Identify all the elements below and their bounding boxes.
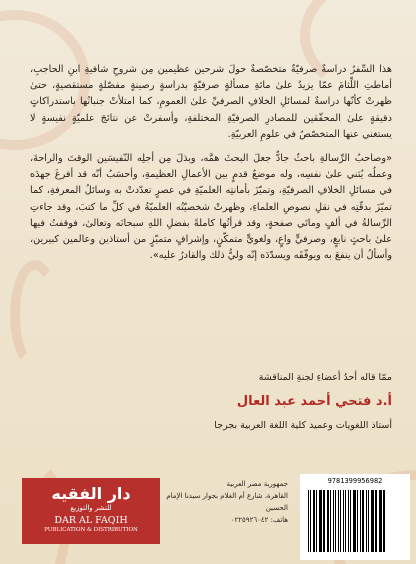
publisher-logo-arabic: دار الفقيه xyxy=(51,484,131,503)
address-street: القاهرة، شارع أم الغلام بجوار سيدنا الإمام الحسين xyxy=(166,492,288,512)
blurb-paragraph-1: هذا السِّفرُ دراسةٌ صرفيّةٌ متخصّصةٌ حولَ شرحين عظيمين مِن شروحِ شافيةِ ابنِ الحاجبِ، أماطتِ اللِّثامَ عمّا يزيدُ علىٰ مائةِ مسألةٍ صرفيّةٍ بدراسةٍ رصينةٍ مفصّلةٍ مستقصيةٍ، حتىٰ ظهرتْ كأنّها دراسةٌ لمسائلِ الخلافِ الصرفيِّ علىٰ العمومِ، كما امتلأتْ جنباتُها باستدراكاتٍ دقيقةٍ علىٰ المحقّقين للمصادرِ الصرفيّةِ المختلفةِ، وأسفرتْ عن نتائجَ علميّةٍ نفيسةٍ لا يستغني عنها المتخصّصُ في علومِ العربيّةِ. xyxy=(30,64,392,140)
address-phone: هاتف: ٠٢٢٥٩٢٦٠٤٢ xyxy=(230,516,288,524)
isbn-number: 9781399956982 xyxy=(327,477,383,485)
committee-member-name: أ.د فتحي أحمد عبد العال xyxy=(236,394,392,409)
address-country: جمهورية مصر العربية xyxy=(226,480,288,488)
calligraphy-ornament xyxy=(10,260,60,370)
publisher-logo xyxy=(22,478,160,544)
blurb-text xyxy=(30,62,392,272)
committee-heading: ممّا قاله أحدُ أعضاءِ لجنةِ المناقشة xyxy=(258,372,392,383)
isbn-barcode xyxy=(300,474,410,560)
publisher-address xyxy=(158,478,288,526)
barcode-icon xyxy=(306,490,404,554)
blurb-paragraph-2: «وصاحبُ الرِّسالةِ باحثٌ جادٌّ جعلَ البحثَ همَّه، وبذلَ مِن أجلِه النّفيسَين الوقتَ والراحةَ، وعملُه يُثني علىٰ نفسِه، وله موضعُ قدمٍ بين الأعمالِ العظيمةِ، وأحسَبُ أنّه قد أفرغَ جهدَه في مسائلِ الخلافِ الصرفيّةِ، وتميّزَ بأمانتِه العلميّةِ في عصرٍ تعدّدتْ به وسائلُ المعرفةِ، كما تميّزَ بدقّتِه في نقلِ نصوصِ العلماءِ، وظهرتْ شخصيّتُه العلميّةُ في كلِّ ما كتبَ، وقد جاءتِ الرِّسالةُ في ألفٍ وماتَي صفحةٍ، وقد قرأتُها كاملةً بفضلِ اللهِ سبحانَه وتعالىٰ، فوقفتُ فيها علىٰ باحثٍ نابغٍ، وصرفيٍّ واعٍ، ولغويٍّ متمكّنٍ، وإشرافٍ متميّزٍ من أستاذين وعالمين كبيرين، وأسألُ أن ينفعَ به ويوفّقَه ويسدّدَه إنّه وليُّ ذلك والقادرُ عليه». xyxy=(30,153,392,262)
publisher-logo-tagline: PUBLICATION & DISTRIBUTION xyxy=(44,527,138,533)
publisher-logo-english: DAR AL FAQIH xyxy=(54,515,128,526)
publisher-logo-subtitle: للنشر والتوزيع xyxy=(70,504,112,512)
committee-member-title: أستاذ اللغويات وعميد كلية اللغة العربية بجرجا xyxy=(214,420,392,431)
